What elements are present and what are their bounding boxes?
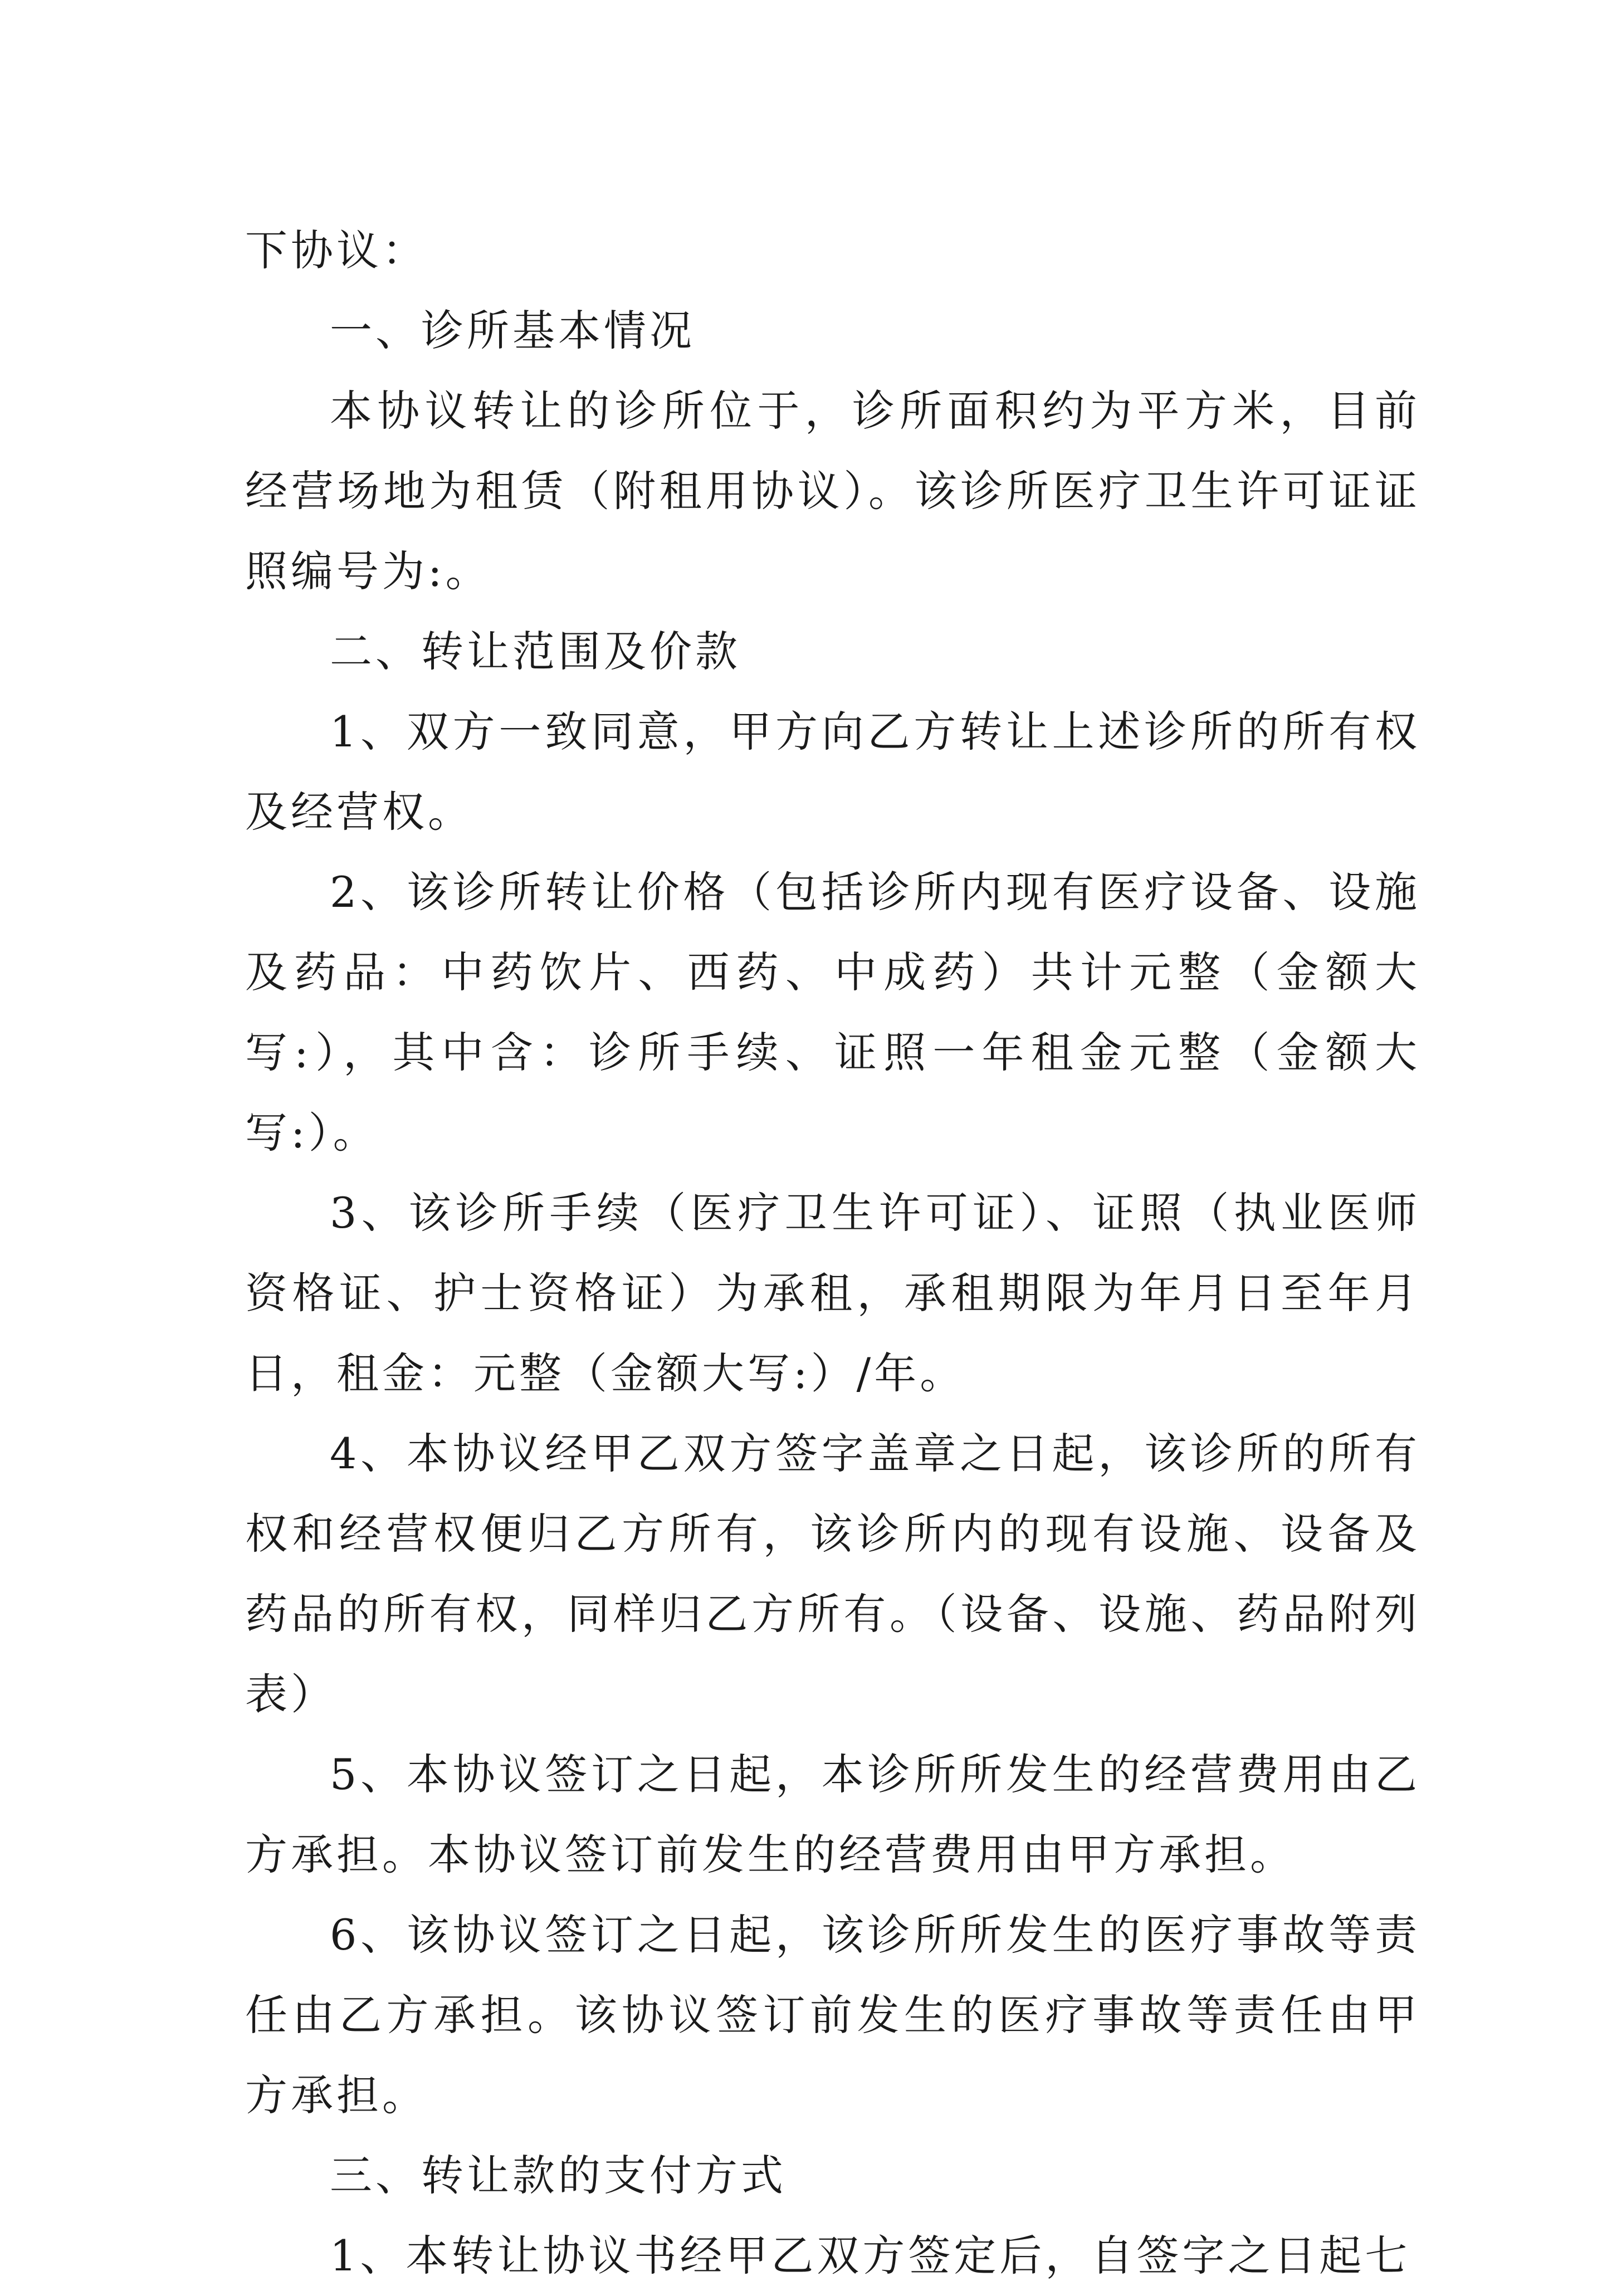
section-heading-scope-price: 二、转让范围及价款 — [330, 627, 741, 676]
paragraph-clinic-info: 本协议转让的诊所位于，诊所面积约为平方米，目前经营场地为租赁（附租用协议）。该诊所医疗卫生许可证证照编号为:。 — [245, 386, 1420, 596]
clause-5: 5、本协议签订之日起，本诊所所发生的经营费用由乙方承担。本协议签订前发生的经营费用由甲方承担。 — [245, 1750, 1420, 1879]
payment-clause-1: 1、本转让协议书经甲乙双方签定后，自签字之日起七 — [330, 2231, 1411, 2280]
clause-1: 1、双方一致同意，甲方向乙方转让上述诊所的所有权及经营权。 — [245, 707, 1420, 837]
section-heading-basic-info: 一、诊所基本情况 — [330, 306, 695, 355]
section-heading-payment: 三、转让款的支付方式 — [330, 2151, 787, 2200]
document-body — [245, 211, 1420, 2296]
clause-6: 6、该协议签订之日起，该诊所所发生的医疗事故等责任由乙方承担。该协议签订前发生的医疗事故等责任由甲方承担。 — [245, 1910, 1420, 2120]
clause-4: 4、本协议经甲乙双方签字盖章之日起，该诊所的所有权和经营权便归乙方所有，该诊所内的现有设施、设备及药品的所有权，同样归乙方所有。（设备、设施、药品附列表） — [245, 1429, 1420, 1719]
paragraph-intro: 下协议： — [245, 226, 428, 275]
clause-2: 2、该诊所转让价格（包括诊所内现有医疗设备、设施及药品：中药饮片、西药、中成药）共计元整（金额大写:），其中含：诊所手续、证照一年租金元整（金额大写:）。 — [245, 867, 1420, 1157]
clause-3: 3、该诊所手续（医疗卫生许可证）、证照（执业医师资格证、护士资格证）为承租，承租期限为年月日至年月日，租金：元整（金额大写:）/年。 — [245, 1188, 1420, 1398]
